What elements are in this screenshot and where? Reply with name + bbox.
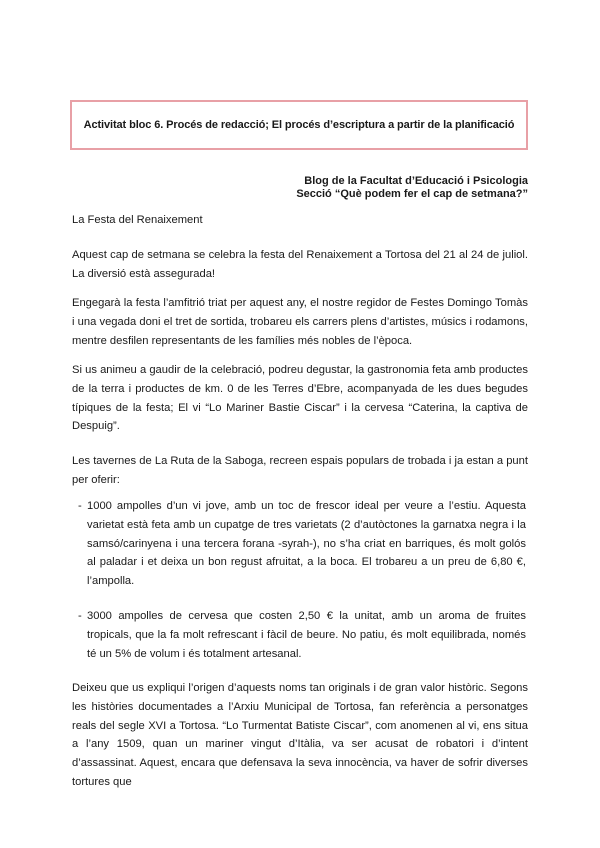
bullet-marker: - (78, 610, 82, 622)
list-item-beer (78, 607, 526, 663)
activity-title: Activitat bloc 6. Procés de redacció; El procés d’escriptura a partir de la planificació (83, 119, 515, 131)
paragraph-taverns: Les tavernes de La Ruta de la Saboga, recreen espais populars de trobada i ja estan a punt per oferir: (72, 455, 528, 486)
paragraph-opening: Engegarà la festa l’amfitrió triat per aquest any, el nostre regidor de Festes Domingo Tomàs i una vegada doni el tret de sortida, trobareu els carrers plens d’artistes, músics i rodamons, mentre desfilen representants de les famílies més nobles de l’època. (72, 297, 528, 347)
article-heading: La Festa del Renaixement (72, 214, 203, 226)
paragraph-origin: Deixeu que us expliqui l’origen d’aquests noms tan originals i de gran valor històric. Segons les històries documentades a l’Arxiu Municipal de Tortosa, fan referència a personatges reals del segle XVI a Tortosa. “Lo Turmentat Batiste Ciscar”, com anomenen al vi, ens situa a l’any 1509, quan un mariner vingut d’Itàlia, va ser acusat de robatori i d’intent d’assassinat. Aquest, encara que defensava la seva innocència, va haver de sofrir diverses tortures que (72, 682, 528, 788)
blog-header (296, 175, 528, 201)
blog-section: Secció “Què podem fer el cap de setmana?” (296, 188, 528, 200)
list-item-wine (78, 497, 526, 591)
bullet-marker: - (78, 500, 82, 512)
activity-title-box (70, 100, 528, 150)
paragraph-intro: Aquest cap de setmana se celebra la festa del Renaixement a Tortosa del 21 al 24 de juliol. La diversió està assegurada! (72, 249, 528, 280)
blog-name: Blog de la Facultat d’Educació i Psicologia (304, 175, 528, 187)
list-item-text: 1000 ampolles d’un vi jove, amb un toc de frescor ideal per veure a l’estiu. Aquesta varietat està feta amb un cupatge de tres varietats (2 d’autòctones la garnatxa negra i la samsó/carinyena i una tercera forana -syrah-), no s’ha criat en barriques, és molt golós al paladar i et deixa un bon regust afruitat, a la boca. El trobareu a un preu de 6,80 €, l’ampolla. (87, 500, 526, 588)
list-item-text: 3000 ampolles de cervesa que costen 2,50 € la unitat, amb un aroma de fruites tropicals, que la fa molt refrescant i fàcil de beure. No patiu, és molt equilibrada, només té un 5% de volum i és totalment artesanal. (87, 610, 526, 660)
paragraph-gastronomy: Si us animeu a gaudir de la celebració, podreu degustar, la gastronomia feta amb productes de la terra i productes de km. 0 de les Terres d’Ebre, acompanyada de les dues begudes típiques de la festa; El vi “Lo Mariner Bastie Ciscar” i la cervesa “Caterina, la captiva de Despuig”. (72, 364, 528, 433)
